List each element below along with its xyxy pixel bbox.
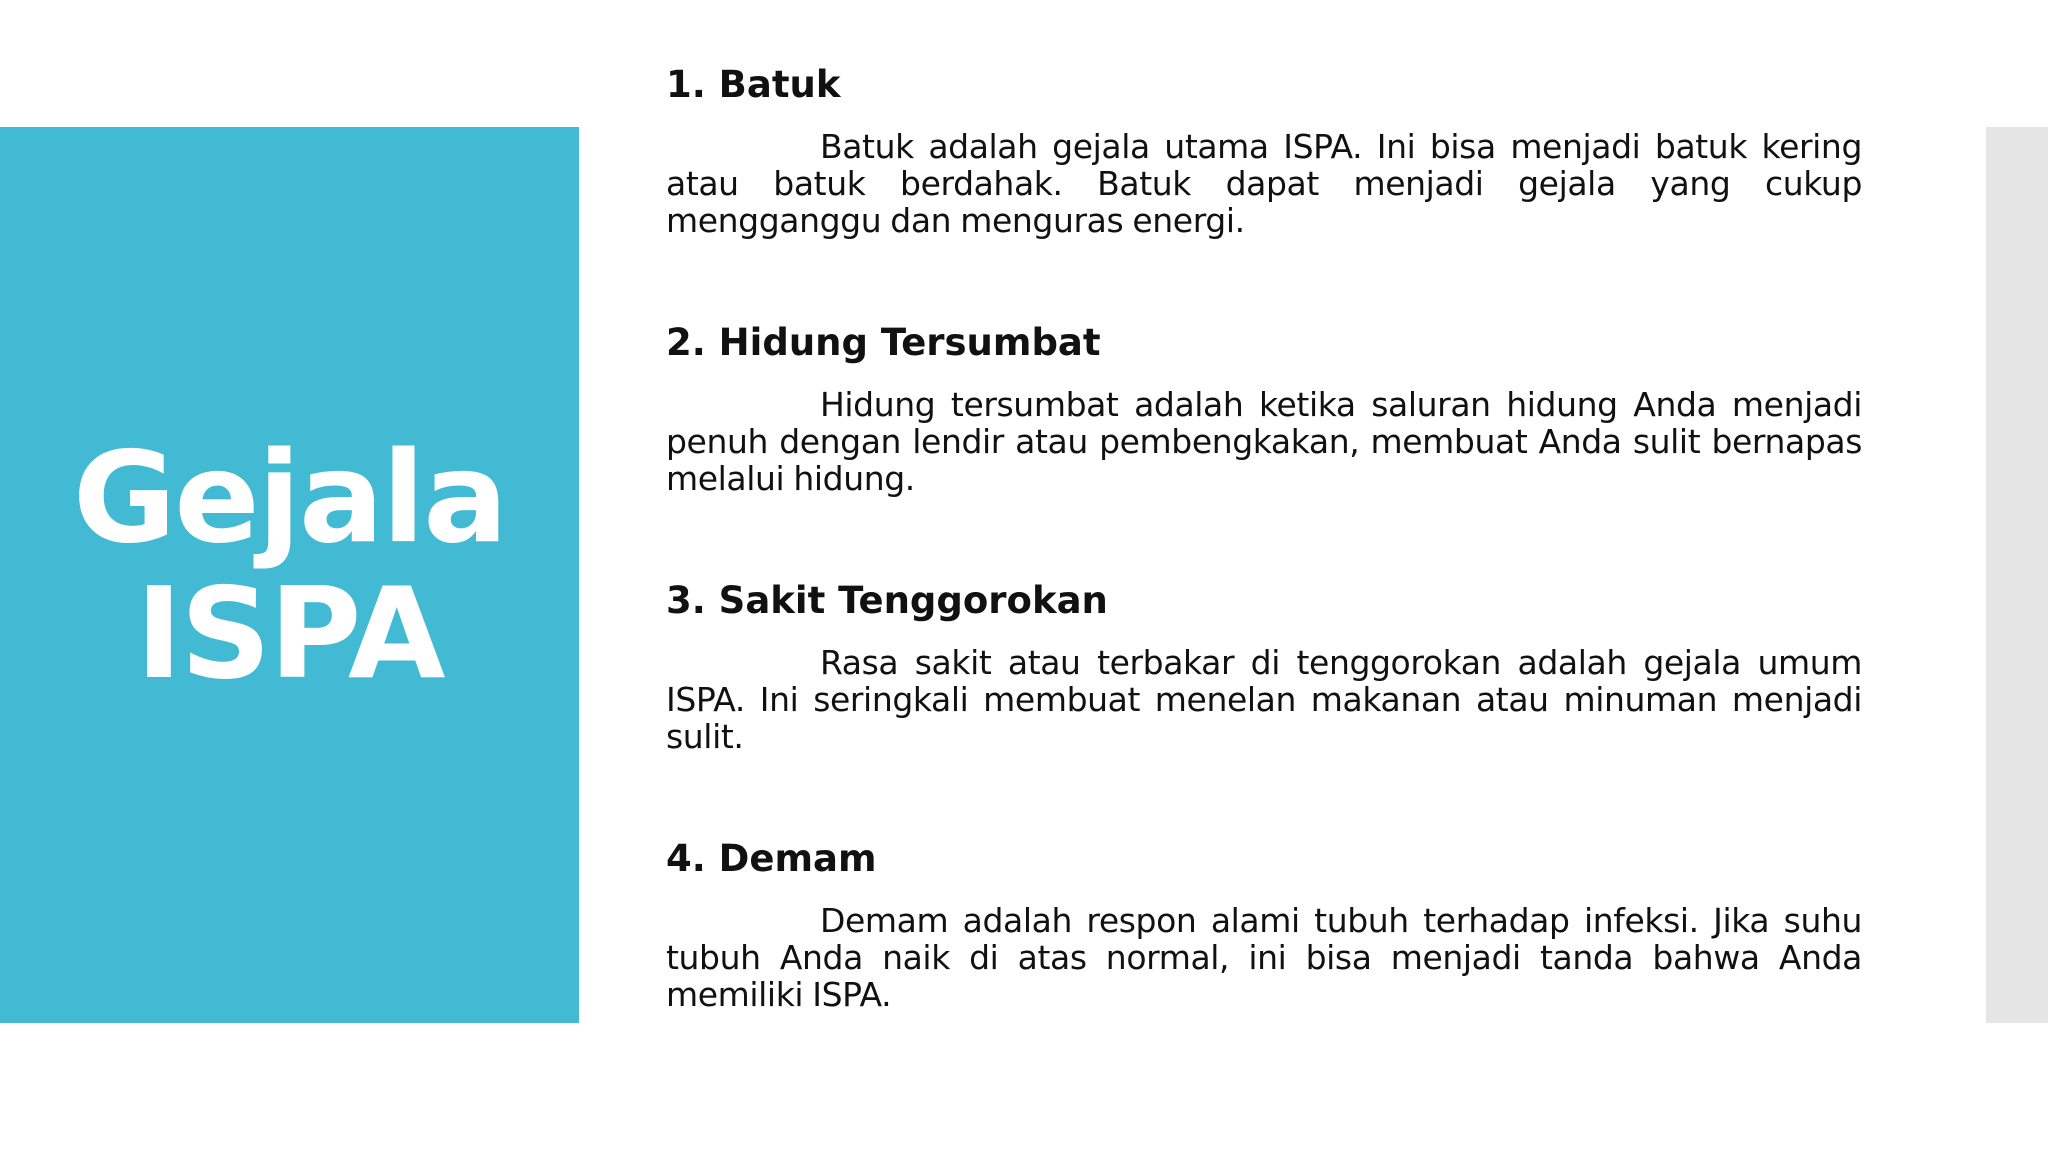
symptom-list (666, 62, 1862, 1094)
symptom-section-sakit-tenggorokan (666, 578, 1862, 836)
symptom-section-batuk (666, 62, 1862, 320)
symptom-description: Demam adalah respon alami tubuh terhadap infeksi. Jika suhu tubuh Anda naik di atas normal, ini bisa menjadi tanda bahwa Anda memiliki ISPA. (666, 901, 1862, 1014)
symptom-heading: 3. Sakit Tenggorokan (666, 579, 1108, 622)
symptom-description: Hidung tersumbat adalah ketika saluran hidung Anda menjadi penuh dengan lendir atau pembengkakan, membuat Anda sulit bernapas melalui hidung. (666, 385, 1862, 498)
slide-title-line-2: ISPA (135, 560, 444, 707)
slide-title-line-1: Gejala (72, 424, 507, 571)
symptom-heading: 4. Demam (666, 837, 877, 880)
symptom-heading: 1. Batuk (666, 63, 841, 106)
symptom-section-hidung-tersumbat (666, 320, 1862, 578)
slide-title (0, 424, 579, 707)
right-side-bar (1986, 127, 2048, 1023)
symptom-description: Rasa sakit atau terbakar di tenggorokan adalah gejala umum ISPA. Ini seringkali membuat menelan makanan atau minuman menjadi sulit. (666, 643, 1862, 756)
symptom-section-demam (666, 836, 1862, 1094)
symptom-heading: 2. Hidung Tersumbat (666, 321, 1101, 364)
symptom-description: Batuk adalah gejala utama ISPA. Ini bisa menjadi batuk kering atau batuk berdahak. Batuk dapat menjadi gejala yang cukup mengganggu dan menguras energi. (666, 127, 1862, 240)
